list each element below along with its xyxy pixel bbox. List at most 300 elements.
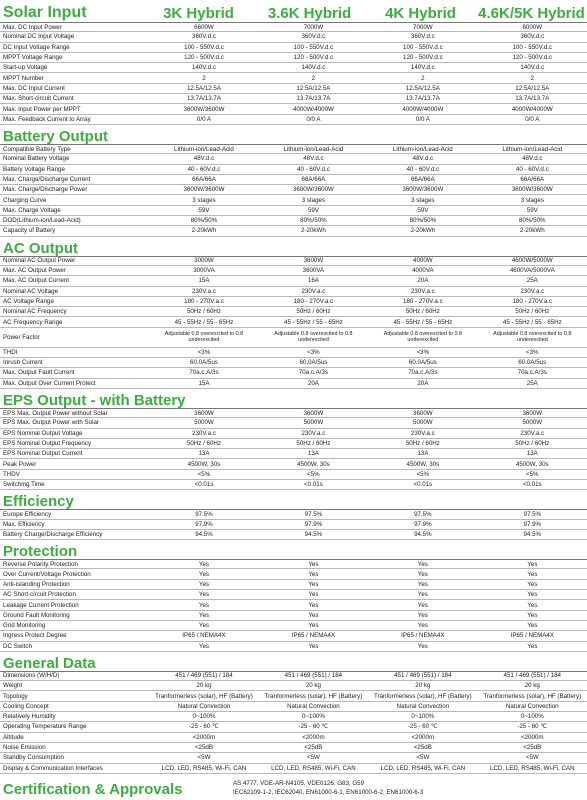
spec-value: 59V <box>526 206 538 214</box>
certification-list <box>233 777 423 797</box>
spec-value: 60.0A/5us <box>299 359 328 367</box>
spec-value: 48V.d.c <box>193 155 215 163</box>
spec-value: 97.5% <box>195 510 213 518</box>
eps-output-table <box>0 408 587 490</box>
spec-value: 50Hz / 60Hz <box>186 439 221 447</box>
spec-value: Yes <box>527 591 538 599</box>
spec-value: 3 stages <box>192 196 216 204</box>
spec-row <box>0 84 587 94</box>
spec-value: 60.0A/5us <box>518 359 547 367</box>
spec-value: Adjustable 0.8 overexcited to 0.8 underexcited <box>493 331 572 344</box>
spec-value: 0~100% <box>301 713 325 721</box>
spec-value: 97.9% <box>304 520 323 528</box>
spec-value: Yes <box>417 580 428 588</box>
spec-value: Tranformerless (solar), HF (Battery) <box>155 692 253 700</box>
spec-label: Battery Voltage Range <box>3 165 65 173</box>
spec-row <box>0 297 587 307</box>
spec-value: -25 - 60 ℃ <box>517 723 548 731</box>
spec-row <box>0 722 587 732</box>
spec-value: 100 - 550V.d.c <box>293 43 334 51</box>
spec-label: Display & Communication Interfaces <box>3 764 103 772</box>
spec-value: 100 - 550V.d.c <box>184 43 224 51</box>
spec-value: 70a.c.A/3s <box>517 369 547 377</box>
spec-label: Cooling Concept <box>3 702 49 710</box>
spec-value: 2 <box>530 74 534 82</box>
spec-value: <2000m <box>302 733 325 741</box>
spec-value: 50Hz / 60Hz <box>515 308 550 316</box>
spec-value: 180 - 270V.a.c <box>403 297 443 305</box>
spec-value: 45 - 55Hz / 55 - 65Hz <box>174 318 234 326</box>
spec-value: 12.5A/12.5A <box>405 84 440 92</box>
spec-label: THDV <box>3 470 20 478</box>
spec-label: EPS Max. Output Power with Solar <box>3 419 99 427</box>
spec-row <box>0 733 587 743</box>
spec-label: Max. Output Fault Current <box>3 369 75 377</box>
spec-value: 0/0 A <box>306 115 321 123</box>
spec-row <box>0 509 587 519</box>
spec-value: Yes <box>527 580 538 588</box>
spec-label: Capacity of Battery <box>3 227 56 235</box>
spec-value: Adjustable 0.8 overexcited to 0.8 underexcited <box>274 331 353 344</box>
spec-value: 97.9% <box>414 520 432 528</box>
spec-row <box>0 691 587 701</box>
spec-value: Yes <box>198 560 210 568</box>
spec-row <box>0 470 587 480</box>
spec-value: 97.9% <box>195 520 213 528</box>
spec-row <box>0 32 587 42</box>
spec-label: DC Switch <box>3 642 32 650</box>
protection-table <box>0 559 587 652</box>
spec-value: LCD, LED, RS485, Wi-Fi, CAN <box>161 764 247 772</box>
spec-value: 97.5% <box>414 510 432 518</box>
spec-row <box>0 94 587 104</box>
spec-value: 66A/66A <box>410 176 435 183</box>
spec-row <box>0 185 587 195</box>
spec-value: 2-20kWh <box>519 227 545 235</box>
spec-value: 70a.c.A/3s <box>189 369 219 377</box>
spec-value: <3% <box>307 348 320 356</box>
spec-label: Battery Charge/Discharge Efficiency <box>3 531 103 539</box>
certification-line: AS 4777, VDE-AR-N4105, VDE0126, G83, G59 <box>233 779 365 787</box>
spec-label: Max. Charge/Discharge Power <box>3 186 88 194</box>
spec-row <box>0 226 587 236</box>
spec-value: 12.5A/12.5A <box>515 84 550 92</box>
spec-value: 4500W, 30s <box>406 460 440 468</box>
spec-value: Natural Convection <box>396 702 450 710</box>
general-data-table <box>0 671 587 774</box>
section-title-eps-output: EPS Output - with Battery <box>3 391 186 409</box>
spec-value: 230V.a.c <box>520 287 545 295</box>
spec-value: 2-20kWh <box>301 227 326 235</box>
spec-value: 13.7A/13.7A <box>515 95 550 103</box>
spec-label: Leakage Current Protection <box>3 601 79 609</box>
spec-row <box>0 530 587 540</box>
spec-label: Reverse Polarity Protection <box>3 560 78 568</box>
spec-value: Yes <box>417 601 428 609</box>
spec-value: 94.5% <box>195 531 213 539</box>
spec-label: Ingress Protect Degree <box>3 632 67 640</box>
spec-label: Max. Short-circuit Current <box>3 95 74 103</box>
spec-label: EPS Nominal Output Voltage <box>3 429 83 437</box>
spec-value: 7000W <box>413 23 433 31</box>
spec-value: 3600W/3600W <box>402 186 444 194</box>
spec-value: Yes <box>308 622 319 630</box>
spec-value: 15A <box>198 277 210 285</box>
spec-value: 180 - 270V.a.c <box>184 297 224 305</box>
spec-value: 50Hz / 60Hz <box>296 308 331 316</box>
spec-value: <2000m <box>192 733 216 741</box>
spec-value: 451 / 469 (551) / 184 <box>284 672 343 680</box>
spec-value: 59V <box>417 206 429 214</box>
spec-value: 4600VA/5000VA <box>509 267 555 275</box>
spec-value: 4000W/4000W <box>402 105 444 113</box>
spec-value: 80%/50% <box>519 217 546 225</box>
spec-value: 20 kg <box>305 682 321 690</box>
spec-value: 66A/66A <box>520 176 545 183</box>
spec-value: 13.7A/13.7A <box>405 95 440 103</box>
spec-label: Max. Efficiency <box>3 520 45 528</box>
spec-value: Yes <box>308 591 319 599</box>
spec-value: 20 kg <box>196 682 212 690</box>
spec-row <box>0 104 587 114</box>
spec-value: 451 / 469 (551) / 184 <box>175 672 233 680</box>
spec-value: Adjustable 0.8 overexcited to 0.8 underexcited <box>164 331 244 344</box>
spec-value: 40 - 60V.d.c <box>187 165 221 173</box>
spec-label: MPPT Number <box>3 74 44 82</box>
spec-label: Standby Consumption <box>3 754 64 762</box>
spec-label: Topology <box>3 692 28 700</box>
spec-row <box>0 642 587 652</box>
spec-label: Anti-islanding Protection <box>3 580 70 588</box>
spec-header <box>0 0 587 22</box>
spec-value: 66A/66A <box>301 176 326 183</box>
spec-label: DOD(Lithium-ion/Lead-Acid) <box>3 217 81 225</box>
spec-value: 70a.c.A/3s <box>408 369 438 377</box>
spec-value: <0.01s <box>194 481 214 489</box>
spec-label: Altitude <box>3 733 24 741</box>
spec-value: 140V.d.c <box>192 64 216 72</box>
spec-value: 0/0 A <box>196 115 212 123</box>
spec-row <box>0 681 587 691</box>
spec-value: IP65 / NEMA4X <box>291 632 336 640</box>
spec-value: <2000m <box>521 733 544 741</box>
spec-value: Lithium-ion/Lead-Acid <box>392 145 453 153</box>
spec-row <box>0 53 587 63</box>
spec-row <box>0 43 587 53</box>
spec-label: Max. DC Input Power <box>3 23 62 31</box>
spec-row <box>0 611 587 621</box>
spec-value: Yes <box>198 622 210 630</box>
spec-label: Ground Fault Monitoring <box>3 611 70 619</box>
spec-value: 13.7A/13.7A <box>186 95 221 103</box>
spec-label: Max. Feedback Current to Array <box>3 115 91 123</box>
spec-row <box>0 175 587 185</box>
spec-label: AC Frequency Range <box>3 318 63 326</box>
spec-label: Nominal AC Voltage <box>3 287 59 295</box>
spec-value: Yes <box>308 611 319 619</box>
spec-value: 180 - 270V.a.c <box>293 297 334 305</box>
spec-value: 40 - 60V.d.c <box>297 165 330 173</box>
spec-value: 4000W <box>413 257 433 265</box>
spec-value: Natural Convection <box>287 702 340 710</box>
model-column-header: 4.6K/5K Hybrid <box>478 5 585 22</box>
spec-value: Yes <box>527 622 538 630</box>
battery-output-table <box>0 144 587 237</box>
spec-value: 59V <box>307 206 319 214</box>
spec-label: Inrush Current <box>3 359 43 367</box>
spec-label: AC Short-circuit Protection <box>3 591 76 599</box>
spec-value: 16A <box>307 277 319 285</box>
spec-row <box>0 580 587 590</box>
spec-value: Natural Convection <box>177 702 231 710</box>
spec-value: Adjustable 0.8 overexcited to 0.8 underexcited <box>383 331 462 344</box>
spec-value: 5000W <box>413 419 433 427</box>
spec-value: <5% <box>307 470 320 478</box>
spec-value: 12.5A/12.5A <box>186 84 221 92</box>
spec-row <box>0 144 587 154</box>
spec-row <box>0 307 587 317</box>
spec-row <box>0 348 587 358</box>
spec-value: Tranformerless (solar), HF (Battery) <box>373 692 472 700</box>
spec-row <box>0 439 587 449</box>
spec-value: <5% <box>197 470 211 478</box>
spec-value: Yes <box>198 601 210 609</box>
section-title-general-data: General Data <box>3 654 96 672</box>
spec-label: Weight <box>3 682 23 690</box>
spec-row <box>0 256 587 266</box>
spec-row <box>0 559 587 569</box>
spec-value: <25dB <box>413 744 432 752</box>
spec-value: LCD, LED, RS485, Wi-Fi, CAN <box>271 764 356 772</box>
spec-value: 20 kg <box>524 682 540 690</box>
spec-label: Max. Charge/Discharge Current <box>3 176 91 183</box>
spec-value: LCD, LED, RS485, Wi-Fi, CAN <box>489 764 575 772</box>
spec-value: <5W <box>416 754 430 762</box>
spec-value: 120 - 500V.d.c <box>184 54 224 62</box>
spec-label: Max. Charge Voltage <box>3 206 61 214</box>
spec-value: <2000m <box>411 733 435 741</box>
spec-value: 13A <box>307 450 319 458</box>
spec-value: -25 - 60 ℃ <box>188 723 219 731</box>
spec-row <box>0 115 587 125</box>
spec-row <box>0 22 587 32</box>
spec-value: 80%/50% <box>190 217 218 225</box>
spec-label: EPS Nominal Output Current <box>3 450 83 458</box>
spec-row <box>0 764 587 774</box>
spec-value: 48V.d.c <box>303 155 324 163</box>
section-title-ac-output: AC Output <box>3 239 78 257</box>
spec-row <box>0 266 587 276</box>
spec-value: 94.5% <box>304 531 323 539</box>
spec-label: Nominal DC Input Voltage <box>3 33 75 41</box>
spec-row <box>0 206 587 216</box>
spec-value: 0/0 A <box>525 115 540 123</box>
spec-row <box>0 712 587 722</box>
spec-row <box>0 154 587 164</box>
spec-row <box>0 165 587 175</box>
spec-value: IP65 / NEMA4X <box>510 632 554 640</box>
spec-row <box>0 418 587 428</box>
spec-row <box>0 276 587 286</box>
spec-value: <3% <box>197 348 211 356</box>
spec-value: 100 - 550V.d.c <box>403 43 443 51</box>
spec-value: 4000W/4000W <box>292 105 334 113</box>
spec-value: 180 - 270V.a.c <box>512 297 553 305</box>
spec-value: Yes <box>527 570 538 578</box>
spec-value: 230V.a.c <box>301 287 326 295</box>
model-column-header: 3.6K Hybrid <box>267 5 352 22</box>
spec-row <box>0 743 587 753</box>
spec-label: Compatible Battery Type <box>3 145 71 153</box>
spec-row <box>0 671 587 681</box>
spec-label: Nominal Battery Voltage <box>3 155 70 163</box>
spec-value: 2 <box>202 74 206 82</box>
spec-value: 360V.d.c <box>192 33 216 41</box>
section-title-efficiency: Efficiency <box>3 493 74 511</box>
spec-row <box>0 379 587 389</box>
spec-value: <5% <box>526 470 539 478</box>
spec-label: Europe Efficiency <box>3 510 52 518</box>
spec-row <box>0 216 587 226</box>
spec-label: Operating Temperature Range <box>3 723 87 731</box>
spec-value: Yes <box>417 560 428 568</box>
spec-value: 25A <box>526 379 538 387</box>
spec-value: Yes <box>527 601 538 609</box>
spec-label: Grid Monitoring <box>3 622 46 630</box>
spec-value: 13A <box>198 450 210 458</box>
spec-value: 80%/50% <box>300 217 327 225</box>
spec-label: DC Input Voltage Range <box>3 43 70 51</box>
spec-label: Max. AC Output Power <box>3 267 66 275</box>
spec-value: 66A/66A <box>192 176 216 183</box>
spec-value: 451 / 469 (551) / 184 <box>394 672 452 680</box>
spec-value: 3600W/3600W <box>292 186 334 194</box>
spec-value: 20A <box>417 379 429 387</box>
spec-value: Yes <box>308 570 319 578</box>
spec-row <box>0 753 587 763</box>
spec-value: Yes <box>198 642 210 650</box>
spec-value: 230V.a.c <box>301 429 326 437</box>
spec-label: Nominal AC Output Power <box>3 257 76 265</box>
spec-value: Lithium-ion/Lead-Acid <box>502 145 563 153</box>
spec-value: 3600W <box>303 409 324 417</box>
spec-value: IP65 / NEMA4X <box>182 632 226 640</box>
spec-value: <5W <box>197 754 211 762</box>
spec-value: 3000VA <box>193 267 215 275</box>
spec-value: 50Hz / 60Hz <box>186 308 221 316</box>
ac-output-table <box>0 256 587 389</box>
spec-label: Max. AC Output Current <box>3 277 70 285</box>
spec-value: 4500W, 30s <box>187 460 221 468</box>
spec-value: 140V.d.c <box>410 64 435 72</box>
spec-value: <0.01s <box>304 481 323 489</box>
spec-value: 2 <box>311 74 316 82</box>
spec-label: EPS Nominal Output Frequency <box>3 439 92 447</box>
spec-value: -25 - 60 ℃ <box>407 723 438 731</box>
spec-label: Charging Curve <box>3 196 47 204</box>
spec-value: <25dB <box>194 744 213 752</box>
spec-row <box>0 408 587 418</box>
spec-value: 3 stages <box>301 196 326 204</box>
spec-value: 12.5A/12.5A <box>296 84 331 92</box>
spec-value: IP65 / NEMA4X <box>401 632 445 640</box>
spec-value: 13A <box>526 450 538 458</box>
spec-label: Max. Input Power per MPPT <box>3 105 81 113</box>
spec-label: Switching Time <box>3 481 45 489</box>
certification-block <box>0 777 587 797</box>
spec-value: <25dB <box>523 744 542 752</box>
spec-value: 360V.d.c <box>301 33 326 41</box>
spec-value: 40 - 60V.d.c <box>515 165 549 173</box>
spec-value: 50Hz / 60Hz <box>405 308 440 316</box>
efficiency-table <box>0 509 587 540</box>
spec-label: Max. DC Input Current <box>3 84 65 92</box>
certification-line: IEC62109-1-2, IEC62040, EN61000-6-1, EN61000-6-2, EN61000-6-3 <box>233 788 424 796</box>
spec-value: 5000W <box>303 419 324 427</box>
spec-row <box>0 358 587 368</box>
spec-row <box>0 590 587 600</box>
spec-label: AC Voltage Range <box>3 297 54 305</box>
spec-value: 60.0A/5us <box>408 359 437 367</box>
spec-value: 230V.a.c <box>520 429 545 437</box>
spec-label: Noise Emission <box>3 744 46 752</box>
spec-value: 60.0A/5us <box>190 359 218 367</box>
spec-value: 3600W/3600W <box>511 186 553 194</box>
spec-value: Yes <box>198 591 210 599</box>
spec-value: 2-20kWh <box>191 227 217 235</box>
spec-value: 0~100% <box>192 713 216 721</box>
spec-value: <3% <box>526 348 539 356</box>
spec-value: 360V.d.c <box>410 33 435 41</box>
spec-row <box>0 287 587 297</box>
spec-row <box>0 520 587 530</box>
spec-label: Power Factor <box>3 333 40 341</box>
spec-value: Yes <box>527 611 538 619</box>
spec-value: Yes <box>527 642 538 650</box>
spec-value: 230V.a.c <box>410 429 435 437</box>
spec-value: 4500W, 30s <box>297 460 330 468</box>
spec-value: <5W <box>306 754 320 762</box>
spec-value: 3600VA <box>302 267 325 275</box>
spec-value: 7000W <box>303 23 324 31</box>
spec-value: 120 - 500V.d.c <box>293 54 334 62</box>
spec-value: Yes <box>198 611 210 619</box>
spec-value: 45 - 55Hz / 55 - 65Hz <box>393 318 453 326</box>
spec-value: -25 - 60 ℃ <box>298 723 329 731</box>
spec-value: 50Hz / 60Hz <box>296 439 331 447</box>
spec-value: 50Hz / 60Hz <box>405 439 440 447</box>
spec-value: Yes <box>198 580 210 588</box>
spec-value: 2-20kWh <box>410 227 436 235</box>
spec-row <box>0 459 587 469</box>
spec-value: Lithium-ion/Lead-Acid <box>174 145 234 153</box>
spec-value: 20A <box>307 379 319 387</box>
spec-value: 230V.a.c <box>410 287 435 295</box>
spec-value: 45 - 55Hz / 55 - 65Hz <box>284 318 343 326</box>
spec-value: Lithium-ion/Lead-Acid <box>283 145 344 153</box>
spec-value: 94.5% <box>414 531 432 539</box>
spec-row <box>0 621 587 631</box>
spec-value: Yes <box>417 642 428 650</box>
spec-value: Yes <box>308 560 319 568</box>
spec-value: <25dB <box>304 744 323 752</box>
spec-value: <0.01s <box>413 481 433 489</box>
spec-value: 3600W/3600W <box>183 105 225 113</box>
spec-value: 0~100% <box>411 713 435 721</box>
spec-value: 6600W <box>194 23 214 31</box>
spec-value: 45 - 55Hz / 55 - 65Hz <box>502 318 562 326</box>
spec-label: EPS Max. Output Power without Solar <box>3 409 108 417</box>
